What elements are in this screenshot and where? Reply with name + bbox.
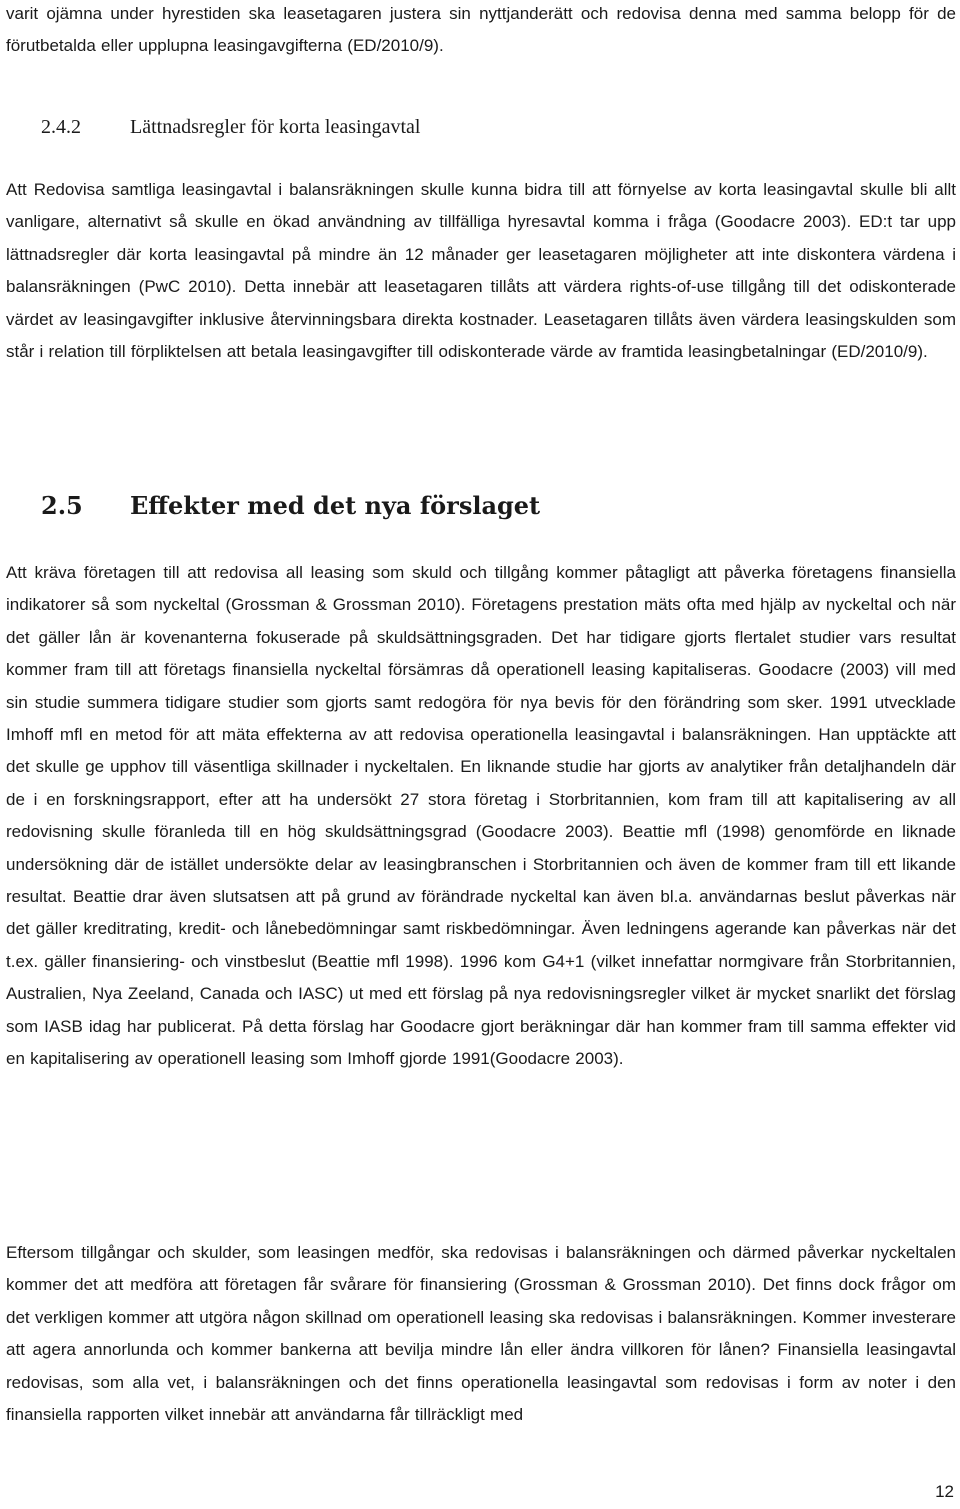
section-number: 2.5 <box>41 491 83 520</box>
section-number: 2.4.2 <box>41 116 81 138</box>
intro-paragraph: varit ojämna under hyrestiden ska leasetagaren justera sin nyttjanderätt och redovisa denna med samma belopp för de förutbetalda eller upplupna leasingavgifterna (ED/2010/9). <box>6 4 956 56</box>
section-2-5-paragraph-2: Eftersom tillgångar och skulder, som leasingen medför, ska redovisas i balansräkningen och därmed påverkar nyckeltalen kommer det att medföra att företagen får svårare för finansiering (Grossman & Grossman 2010). Det finns dock frågor om det verkligen kommer att utgöra någon skillnad om operationell leasing ska redovisas i balansräkningen. Kommer investerare att agera annorlunda och kommer bankerna att bevilja mindre lån eller ändra villkoren för lånen? Finansiella leasingavtal redovisas, som alla vet, i balansräkningen och det finns operationella leasingavtal som redovisas i form av noter i den finansiella rapporten vilket innebär att användarna får tillräckligt med <box>6 1243 956 1425</box>
section-2-4-2-paragraph: Att Redovisa samtliga leasingavtal i balansräkningen skulle kunna bidra till att förnyelse av korta leasingavtal skulle bli allt vanligare, alternativt så skulle en ökad användning av tillfälliga hyresavtal komma i fråga (Goodacre 2003). ED:t tar upp lättnadsregler där korta leasingavtal på mindre än 12 månader ger leasetagaren möjligheter att inte diskontera värdena i balansräkningen (PwC 2010). Detta innebär att leasetagaren tillåts att värdera rights-of-use tillgång till det odiskonterade värdet av leasingavgifter inklusive återvinningsbara direkta kostnader. Leasetagaren tillåts även värdera leasingskulden som står i relation till förpliktelsen att betala leasingavgifter till odiskonterade värde av framtida leasingbetalningar (ED/2010/9). <box>6 180 956 362</box>
section-title: Effekter med det nya förslaget <box>130 491 541 520</box>
section-title: Lättnadsregler för korta leasingavtal <box>130 116 421 138</box>
page-number: 12 <box>935 1482 954 1501</box>
section-2-5-paragraph-1: Att kräva företagen till att redovisa all leasing som skuld och tillgång kommer påtagligt att påverka företagens finansiella indikatorer så som nyckeltal (Grossman & Grossman 2010). Företagens prestation mäts ofta med hjälp av nyckeltal och när det gäller lån är kovenanterna fokuserade på skuldsättningsgraden. Det har tidigare gjorts flertalet studier vars resultat kommer fram till att företags finansiella nyckeltal försämras då operationell leasing kapitaliseras. Goodacre (2003) vill med sin studie summera tidigare studier som gjorts samt redogöra för nya bevis för den förändring som sker. 1991 utvecklade Imhoff mfl en metod för att mäta effekterna av att redovisa operationella leasingavtal i balansräkningen. Han upptäckte att det skulle ge upphov till väsentliga skillnader i nyckeltalen. En liknande studie har gjorts av analytiker från detaljhandeln där de i en forskningsrapport, efter att ha undersökt 27 stora företag i Storbritannien, kom fram till att kapitalisering av all redovisning skulle föranleda till en hög skuldsättningsgrad (Goodacre 2003). Beattie mfl (1998) genomförde en liknade undersökning där de istället undersökte delar av leasingbranschen i Storbritannien och även de kommer fram till ett likande resultat. Beattie drar även slutsatsen att på grund av förändrade nyckeltal kan även bl.a. användarnas beslut påverkas när det gäller kreditrating, kredit- och lånebedömningar samt riskbedömningar. Även ledningens agerande kan påverkas när det t.ex. gäller finansiering- och vinstbeslut (Beattie mfl 1998). 1996 kom G4+1 (vilket innefattar normgivare från Storbritannien, Australien, Nya Zeeland, Canada och IASC) ut med ett förslag på nya redovisningsregler vilket är mycket snarlikt det förslag som IASB idag har publicerat. På detta förslag har Goodacre gjort beräkningar där han kommer fram till samma effekter vid en kapitalisering av operationell leasing som Imhoff gjorde 1991(Goodacre 2003). <box>6 563 956 1069</box>
